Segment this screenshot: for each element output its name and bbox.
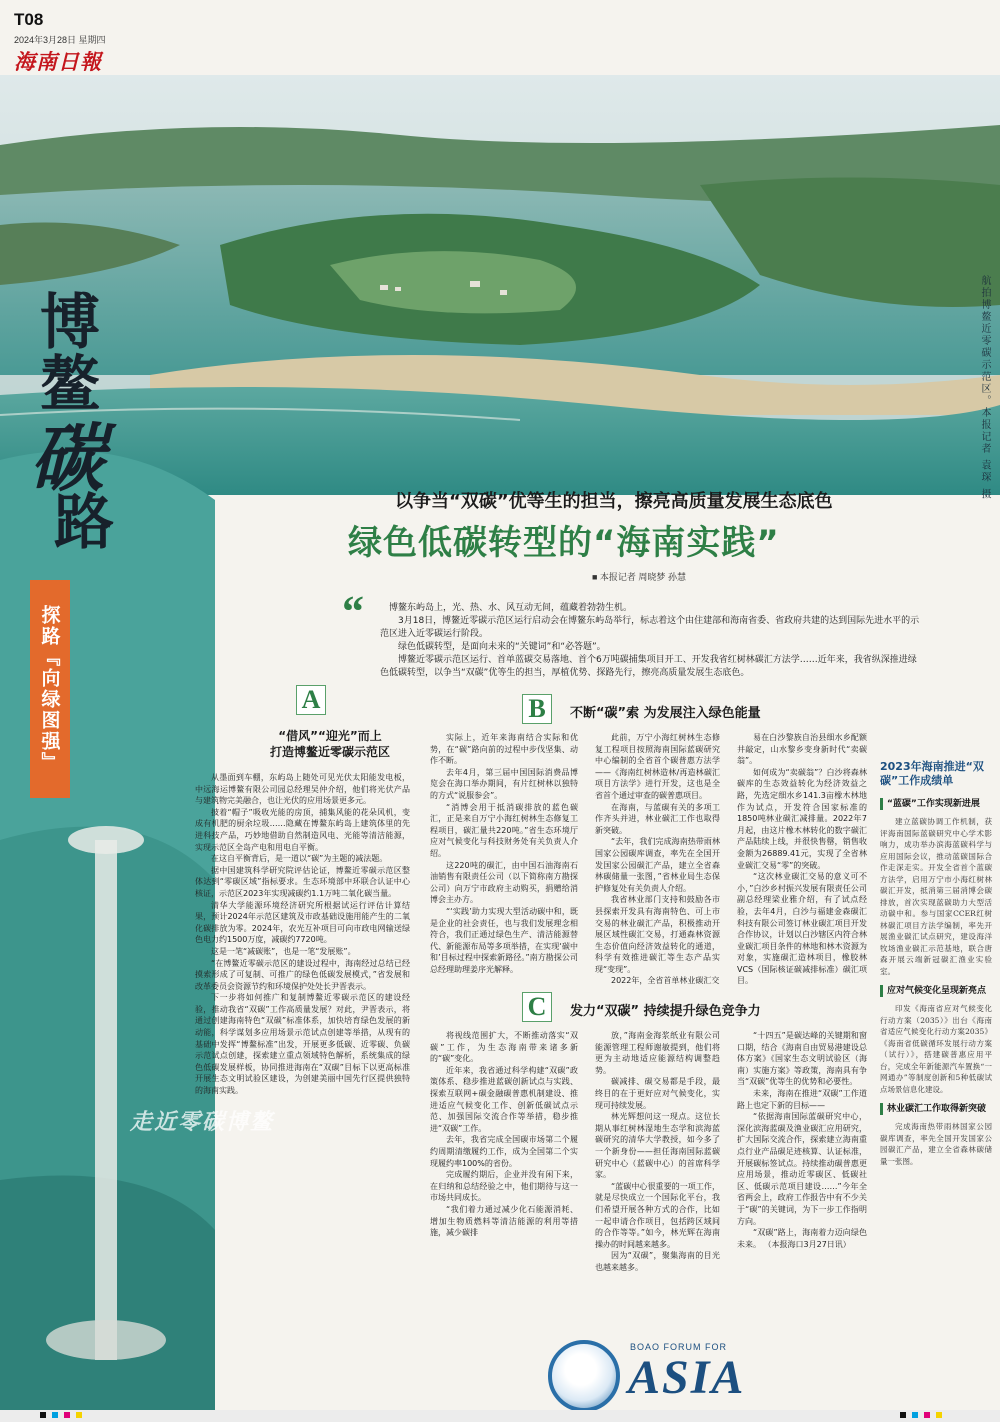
section-a-title-line1: “借风”“迎光”而上	[278, 729, 382, 743]
section-b-title: 不断“碳”索 为发展注入绿色能量	[570, 706, 761, 721]
article-headline: 绿色低碳转型的“海南实践”	[348, 523, 780, 563]
body-paragraph: 这是一笔“减碳账”，也是一笔“发展账”。	[211, 946, 356, 956]
sidebar-heading: “蓝碳”工作实现新进展	[880, 798, 992, 810]
body-paragraph: 近年来，我省通过科学构建“双碳”政策体系、稳步推进蓝碳创新试点与实践、探索互联网+碳金融碳普惠机制建设、推进适应气候变化工作、创新低碳试点示范、加强国际交流合作等举措，稳步推进“双碳”工作。	[430, 1065, 578, 1133]
registration-mark	[900, 1412, 906, 1418]
body-paragraph: “在博鳌近零碳示范区的建设过程中，海南经过总结已经摸索形成了可复制、可推广的绿色低碳发展模式，”省发展和改革委员会资源节约和环境保护处处长尹晋表示。	[195, 958, 410, 991]
sidebar-title: 2023年海南推进“双碳”工作成绩单	[880, 760, 984, 787]
body-paragraph: 放，”海南金海浆纸业有限公司能源管理工程师谢敏提到，他们将更为主动地适应能源结构调整趋势。	[595, 1031, 720, 1075]
body-paragraph: 下一步将如何推广和复制博鳌近零碳示范区的建设经验，推动我省“双碳”工作高质量发展？对此，尹晋表示，将通过创建海南特色“双碳”标准体系，加快培育绿色发展的新动能，科学谋划多应用场景示范试点创建等举措，从现有的基础中发挥“博鳌标准”出发，开展更多低碳、近零碳、负碳示范试点创建，探索建立重点领域特色解析，系统集成的绿色低碳发展样板，协同推进海南在“双碳”目标下以更高标准开展生态文明试验区建设，为创建美丽中国先行区提供独特的海南实践。	[195, 993, 410, 1096]
body-paragraph: “去年，我们完成海南热带雨林国家公园碳库调查，率先在全国开发国家公园碳汇产品，建立全省森林碳储量一张图，”省林业局生态保护修复处有关负责人介绍。	[595, 837, 720, 893]
body-paragraph: 因为“双碳”，聚集海南的目光也越来越多。	[595, 1251, 720, 1272]
body-paragraph: 在海南，与蓝碳有关的多项工作齐头并进，林业碳汇工作也取得新突破。	[595, 802, 720, 835]
lead-paragraph: 绿色低碳转型，是面向未来的“关键词”和“必答题”。	[398, 642, 606, 652]
sidebar-text: 完成海南热带雨林国家公园碳库调查，率先全国开发国家公园碳汇产品，建立全省森林碳储量一张图。	[880, 1122, 992, 1166]
registration-mark	[40, 1412, 46, 1418]
sidebar-heading: 林业碳汇工作取得新突破	[880, 1103, 992, 1115]
body-paragraph: 去年4月，第三届中国国际消费品博览会在海口举办期间，有片红树林以独特的方式“说服参会”。	[430, 767, 578, 800]
body-paragraph: “十四五”是碳达峰的关键期和窗口期，结合《海南自由贸易港建设总体方案》《国家生态文明试验区（海南）实施方案》等政策，海南具有争当“双碳”优等生的优势和必要性。	[737, 1031, 867, 1087]
newspaper-logo: 海南日報	[14, 49, 102, 74]
column-tag: 探路『向绿图强』	[30, 580, 70, 798]
section-c-title: 发力“双碳” 持续提升绿色竞争力	[570, 1004, 761, 1019]
body-paragraph: “我们着力通过减少化石能源消耗、增加生物质燃料等清洁能源的利用等措施，减少碳排	[430, 1204, 578, 1238]
registration-mark	[936, 1412, 942, 1418]
body-paragraph: “消博会用于抵消碳排放的蓝色碳汇，正是来自万宁小海红树林生态修复工程项目，碳汇量共220吨。”省生态环境厅应对气候变化与科技财务处有关负责人介绍。	[430, 802, 578, 858]
section-a-title-line2: 打造博鳌近零碳示范区	[269, 745, 390, 759]
body-paragraph: 清华大学能源环境经济研究所根据试运行评估计算结果，预计2024年示范区建筑及市政基础设施用能产生的二氧化碳排放为零。2024年，农光互补项目可向市政电网输送绿色电力约1500万度，减碳约7720吨。	[195, 900, 410, 945]
body-paragraph: 实际上，近年来海南结合实际和优势，在“碳”路向前的过程中步伐坚集、动作不断。	[430, 733, 578, 766]
section-c-column-1	[430, 1030, 578, 1325]
slogan-text: 走近零碳博鳌	[130, 1109, 275, 1135]
sidebar-heading: 应对气候变化呈现新亮点	[880, 985, 992, 997]
section-b-column-3	[737, 732, 867, 990]
footer-bar	[0, 1410, 1000, 1422]
registration-mark	[912, 1412, 918, 1418]
forum-logo-small-text: BOAO FORUM FOR	[630, 1342, 727, 1352]
body-paragraph: 去年，我省完成全国碳市场第二个履约周期清缴履约工作，成为全国第二个实现履约率100%的省份。	[430, 1135, 578, 1168]
body-paragraph: 将视线范围扩大，不断推动落实“双碳”工作，为生态海南带来诸多新的“碳”变化。	[430, 1031, 578, 1064]
body-paragraph: “这次林业碳汇交易的意义可不小，”白沙乡村振兴发展有限责任公司副总经理梁业雅介绍，有了试点经验，去年4月，白沙与福建金森碳汇科技有限公司签订林业碳汇项目开发合作协议，计划以白沙辖区内符合林业碳汇项目条件的林地和林木资源为对象，实施碳汇造林项目，橡胶林VCS（国际核证碳减排标准）碳汇项目。	[737, 872, 867, 986]
body-paragraph: “‘实践’助力实现大型活动碳中和，既是企业的社会责任，也与我们发展理念相符合，我们正通过绿色生产、清洁能源替代、新能源布局等多项举措，在实现‘碳中和’目标过程中探索新路径。”南方勘探公司总经理助理姜序光解释。	[430, 906, 578, 974]
section-b-column-1	[430, 732, 578, 990]
body-paragraph: 在这自平衡背后，是一道以“碳”为主题的减法题。	[211, 854, 388, 864]
body-paragraph: 林光辉想问这一现点。这位长期从事红树林湿地生态学和滨海蓝碳研究的清华大学教授，如今多了一个新身份——担任海南国际蓝碳研究中心（蓝碳中心）的首席科学家。	[595, 1112, 720, 1180]
body-paragraph: 我省林业部门支持和鼓励各市县探索开发具有海南特色、可上市交易的林业碳汇产品，积极推动开展区域性碳汇交易，打通森林资源生态价值向经济效益转化的通道，科学有效推进碳汇等生态产品实现“变现”。	[595, 895, 720, 974]
page-number: T08	[14, 10, 44, 29]
section-a-title	[210, 728, 450, 760]
body-paragraph: 碳减排、碳交易都是手段，最终目的在于更好应对气候变化，实现可持续发展。	[595, 1077, 720, 1110]
sidebar-scorecard	[880, 760, 992, 1400]
forum-logo-big-text: ASIA	[628, 1351, 746, 1404]
series-title-part3: 路	[44, 490, 114, 550]
body-paragraph: 2022年，全省首单林业碳汇交	[611, 976, 720, 986]
boao-forum-logo	[548, 1330, 778, 1415]
body-paragraph: “双碳”路上，海南着力迈向绿色未来。 （本报海口3月27日讯）	[737, 1228, 867, 1249]
section-b-marker: B	[522, 694, 552, 724]
body-paragraph: 这220吨的碳汇，由中国石油海南石油销售有限责任公司（以下简称南方勘探公司）向万宁市政府主动购买，捐赠给消博会主办方。	[430, 860, 578, 905]
date-line: 2024年3月28日 星期四	[14, 35, 106, 45]
section-a-marker: A	[296, 685, 326, 715]
body-paragraph: 未来，海南在推进“双碳”工作道路上也定下新的目标——	[737, 1088, 867, 1110]
body-paragraph: “依据海南国际蓝碳研究中心，深化滨海蓝碳及渔业碳汇应用研究，扩大国际交流合作，探索建立海南重点行业产品碳足迹核算、认证标准，开展碳标签试点。持续推动碳普惠更应用场景，推动近零碳区、低碳社区、低碳示范项目建设……”今年全省两会上，政府工作报告中有不少关于“碳”的关键词，为下一步工作指明方向。	[737, 1112, 867, 1226]
lead-paragraph: 博鳌近零碳示范区运行、首单蓝碳交易落地、首个6万吨碳捕集项目开工、开发我省红树林碳汇方法学……近年来，我省纵深推进绿色低碳转型，以争当“双碳”优等生的担当，厚植优势、探路先行，擦亮高质量发展生态底色。	[380, 655, 917, 678]
body-paragraph: 此前，万宁小海红树林生态修复工程项目按照海南国际蓝碳研究中心编制的全省首个碳普惠方法学——《海南红树林造林/再造林碳汇项目方法学》进行开发，这也是全省首个通过审查的碳普惠项目。	[595, 733, 720, 800]
registration-mark	[64, 1412, 70, 1418]
body-paragraph: 据中国建筑科学研究院评估论证，博鳌近零碳示范区整体达到“零碳区域”指标要求。生态环境部中环联合认证中心核证，示范区2023年实现减碳约1.1万吨二氧化碳当量。	[195, 865, 410, 898]
body-paragraph: “蓝碳中心很重要的一项工作，就是尽快成立一个国际化平台，我们希望开展各种方式的合作，比如一起申请合作项目，包括跨区域间的合作等等。”如今，林光辉在海南操办的时间越来越多。	[595, 1181, 720, 1249]
article-lead	[380, 602, 920, 680]
section-c-marker: C	[522, 992, 552, 1022]
lead-paragraph: 博鳌东屿岛上，光、热、水、风互动无间，蕴藏着勃勃生机。	[389, 603, 633, 613]
sidebar-text: 建立蓝碳协调工作机制，获评海南国际蓝碳研究中心学术影响力，成功举办滨海蓝碳科学与应用国际会议，推动蓝碳国际合作走深走实。开发全省首个蓝碳方法学，启用万宁市小海红树林碳汇开发，抵消第三届消博会碳排放，首次实现蓝碳助力大型活动碳中和。参与国家CCER红树林碳汇项目方法学编制，率先开展渔业碳汇试点研究，建设海洋牧场渔业碳汇示范基地，联合唐森开展云端新冠碳汇渔业实验室。	[880, 817, 992, 976]
registration-mark	[924, 1412, 930, 1418]
section-c-column-2	[595, 1030, 720, 1325]
series-title-part1: 博鳌	[30, 290, 100, 414]
globe-icon	[548, 1340, 620, 1412]
section-b-column-2	[595, 732, 720, 990]
body-paragraph: 披着“帽子”吸收光能的房顶，捕集风能的花朵风机，变成有机肥的厨余垃圾……隐藏在博鳌东屿岛上建筑体里的先进科技产品，巧妙地借助自然制造风电、光能等清洁能源，实现示范区全岛产电和用电自平衡。	[195, 807, 410, 852]
lead-paragraph: 3月18日，博鳌近零碳示范区运行启动会在博鳌东屿岛举行，标志着这个由住建部和海南省委、省政府共建的达到国际先进水平的示范区进入近零碳运行阶段。	[380, 616, 920, 639]
masthead	[0, 0, 1000, 74]
quote-mark: “	[342, 587, 364, 636]
body-paragraph: 完成履约期后，企业并没有闲下来，在归纳和总结经验之中，他们期待与这一市场共同成长。	[430, 1170, 578, 1203]
sidebar-text: 印发《海南省应对气候变化行动方案（2035）》出台《海南省适应气候变化行动方案2035》《海南省低碳循环发展行动方案（试行）》，搭建碳普惠应用平台，完成全年新能源汽车置换“一网通办”等制度创新和5种低碳试点场景信息化建设。	[880, 1004, 992, 1094]
body-paragraph: 从墨面到车棚，东屿岛上随处可见光伏太阳能发电板，中远海运博鳌有限公司园总经理吴仲介绍，他们将光伏产品与建筑物完美融合，也让光伏的应用场景更多元。	[195, 773, 410, 806]
body-paragraph: 易在白沙黎族自治县细水乡配额井敲定，山水黎乡变身新时代“卖碳翁”。	[737, 733, 867, 766]
body-paragraph: 如何成为“卖碳翁”？白沙将森林碳库的生态效益转化为经济效益之路，先选定细水乡141.3亩橡木林地作为试点，开发符合国家标准的1850吨林业碳汇减排量。2022年7月起，由这片橡木林转化的数字碳汇产品陆续上线，并很快售罄，销售收金额为26889.41元，实现了全省林业碳汇交易“零”的突破。	[737, 767, 867, 870]
section-a-body	[195, 772, 410, 1327]
registration-mark	[52, 1412, 58, 1418]
section-c-column-3	[737, 1030, 867, 1325]
article-kicker: 以争当“双碳”优等生的担当，擦亮高质量发展生态底色	[395, 491, 833, 512]
photo-credit: 航拍博鳌近零碳示范区。本报记者 袁琛 摄	[979, 275, 990, 501]
article-byline: ■ 本报记者 周晓梦 孙慧	[592, 572, 686, 582]
series-title-part2: 碳	[30, 416, 104, 502]
registration-mark	[76, 1412, 82, 1418]
